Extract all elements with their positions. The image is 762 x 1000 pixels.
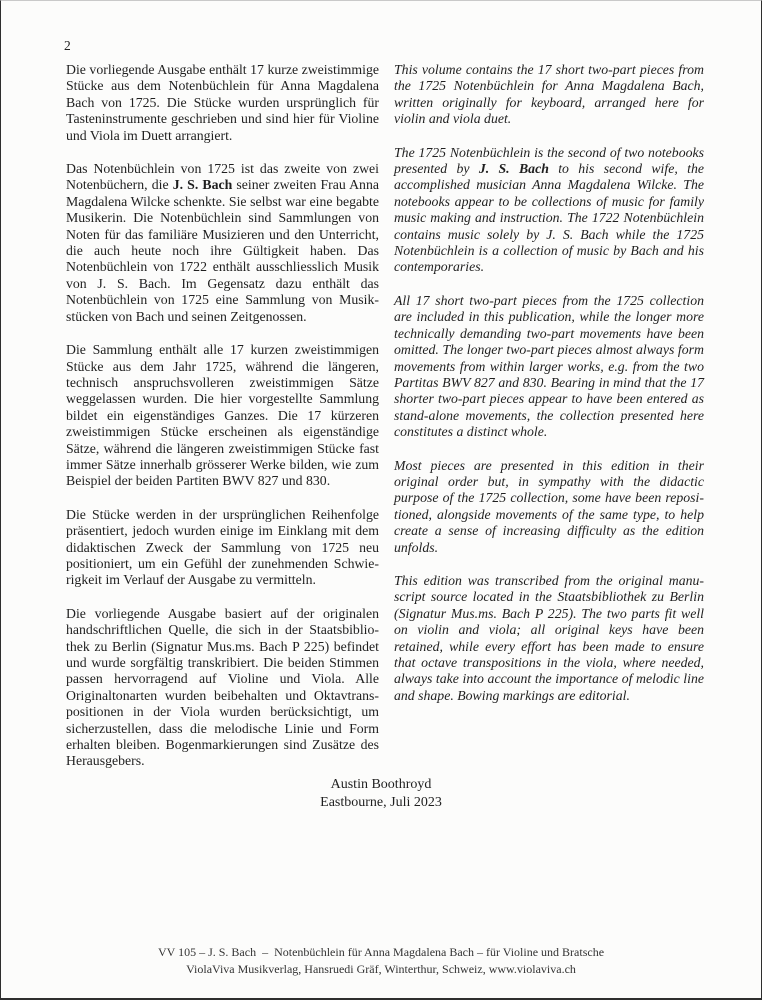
preface-paragraph bbox=[66, 606, 379, 770]
footer-publisher-line: ViolaViva Musikverlag, Hansruedi Gräf, Winterthur, Schweiz, www.violaviva.ch bbox=[186, 961, 576, 976]
text-segment: Die Sammlung enthält alle 17 kurzen zweistimmigen Stücke aus dem Jahr 1725, während die längeren, technisch anspruchsvolleren zweistimmigen Sätze weggelassen wurden. Die hier vorgestellte Sammlung bildet ein eigenständiges Ganzes. Die 17 kürzeren zweistimmigen Stücke erscheinen als eigenständige Sätze, während die längeren zweistimmigen Stücke fast immer Sätze innerhalb grösserer Werke bilden, wie zum Beispiel der beiden Partiten BWV 827 und 830. bbox=[66, 342, 379, 489]
preface-paragraph bbox=[66, 342, 379, 490]
text-segment: Die Stücke werden in der ursprünglichen Reihenfolge präsentiert, jedoch wurden einige im Einklang mit dem didaktischen Zweck der Sammlung von 1725 neu positioniert, um ein Gefühl der zunehmenden Schwierigkeit im Verlauf der Ausgabe zu vermitteln. bbox=[66, 506, 379, 588]
preface-paragraph bbox=[66, 62, 379, 144]
text-segment: Die vorliegende Ausgabe basiert auf der originalen handschriftlichen Quelle, die sich in der Staatsbibliothek zu Berlin (Signatur Mus.ms. Bach P 225) befindet und wurde sorgfältig transkribiert. Die beiden Stimmen passen hervorragend auf Violine und Viola. Alle Originaltonarten wurden beibehalten und Oktavtranspositionen in der Viola wurden berücksichtigt, um sicherzustellen, dass die melodische Linie und Form erhalten bleiben. Bogenmarkierungen sind Zusätze des Herausgebers. bbox=[66, 605, 379, 769]
text-segment: Das Notenbüchlein von 1725 ist das zweite von zwei Notenbüchern, die bbox=[66, 161, 379, 193]
preface-paragraph bbox=[394, 62, 704, 128]
editor-name: Austin Boothroyd bbox=[330, 777, 432, 792]
preface-paragraph bbox=[394, 573, 704, 704]
footer-catalog-line: VV 105 – J. S. Bach – Notenbüchlein für Anna Magdalena Bach – für Violine und Bratsche bbox=[157, 945, 605, 959]
bold-text-segment: J. S. Bach bbox=[172, 177, 233, 193]
text-segment: All 17 short two-part pieces from the 1725 collection are included in this publication, while the longer more technically demanding two-part movements have been omitted. The longer two-part pieces almost always form movements from within larger works, e.g. from the two Partitas BWV 827 and 830. Bearing in mind that the 17 shorter two-part pieces appear to have been entered as stand-alone movements, the collection presented here constitutes a distinct whole. bbox=[394, 292, 704, 440]
german-preface-column bbox=[66, 62, 379, 770]
text-segment: The 1725 Notenbüchlein is the second of two notebooks presented by bbox=[394, 144, 704, 177]
text-segment: Die vorliegende Ausgabe enthält 17 kurze zweistimmige Stücke aus dem Notenbüchlein für Anna Magdalena Bach von 1725. Die Stücke wurden ursprünglich für Tasteninstrumente geschrieben und sind hier für Violine und Viola im Duett arrangiert. bbox=[66, 62, 379, 143]
preface-paragraph bbox=[394, 458, 704, 556]
preface-paragraph bbox=[66, 161, 379, 325]
preface-columns bbox=[66, 62, 704, 770]
english-preface-column bbox=[394, 62, 704, 770]
preface-paragraph bbox=[66, 507, 379, 589]
page-number: 2 bbox=[64, 38, 71, 53]
bold-text-segment: J. S. Bach bbox=[478, 161, 549, 177]
preface-paragraph bbox=[394, 145, 704, 276]
signature-place-date: Eastbourne, Juli 2023 bbox=[320, 794, 442, 810]
text-segment: This volume contains the 17 short two-part pieces from the 1725 Notenbüchlein for Anna Magdalena Bach, written originally for keyboard, arranged here for violin and viola duet. bbox=[394, 62, 704, 127]
preface-paragraph bbox=[394, 293, 704, 441]
text-segment: seiner zweiten Frau Anna Magdalena Wilcke schenkte. Sie selbst war eine begabte Musikerin. Die Notenbüchlein sind Sammlungen von Noten für das familiäre Musizieren und den Unterricht, die auch heute noch ihre Gültigkeit haben. Das Notenbüchlein von 1722 enthält ausschliesslich Musik von J. S. Bach. Im Gegensatz dazu enthält das Notenbüchlein von 1725 eine Sammlung von Musikstücken von Bach und seinen Zeitgenossen. bbox=[66, 177, 379, 324]
publisher-footer bbox=[1, 944, 761, 977]
text-segment: This edition was transcribed from the original manuscript source located in the Staatsbibliothek zu Berlin (Signatur Mus.ms. Bach P 225). The two parts fit well on violin and viola; all original keys have been retained, while every effort has been made to ensure that octave transpositions in the viola, where needed, always take into account the importance of melodic line and shape. Bowing markings are editorial. bbox=[394, 572, 704, 703]
text-segment: to his second wife, the accomplished musician Anna Magdalena Wilcke. The notebooks appear to be collections of music for family music making and instruction. The 1722 Notenbüchlein contains music solely by J. S. Bach while the 1725 Notenbüchlein is a collection of music by Bach and his contemporaries. bbox=[394, 161, 704, 275]
text-segment: Most pieces are presented in this edition in their original order but, in sympathy with the didactic purpose of the 1725 collection, some have been repositioned, alongside movements of the same type, to help create a sense of increasing difficulty as the edition unfolds. bbox=[394, 457, 704, 555]
signature-block bbox=[1, 776, 761, 811]
